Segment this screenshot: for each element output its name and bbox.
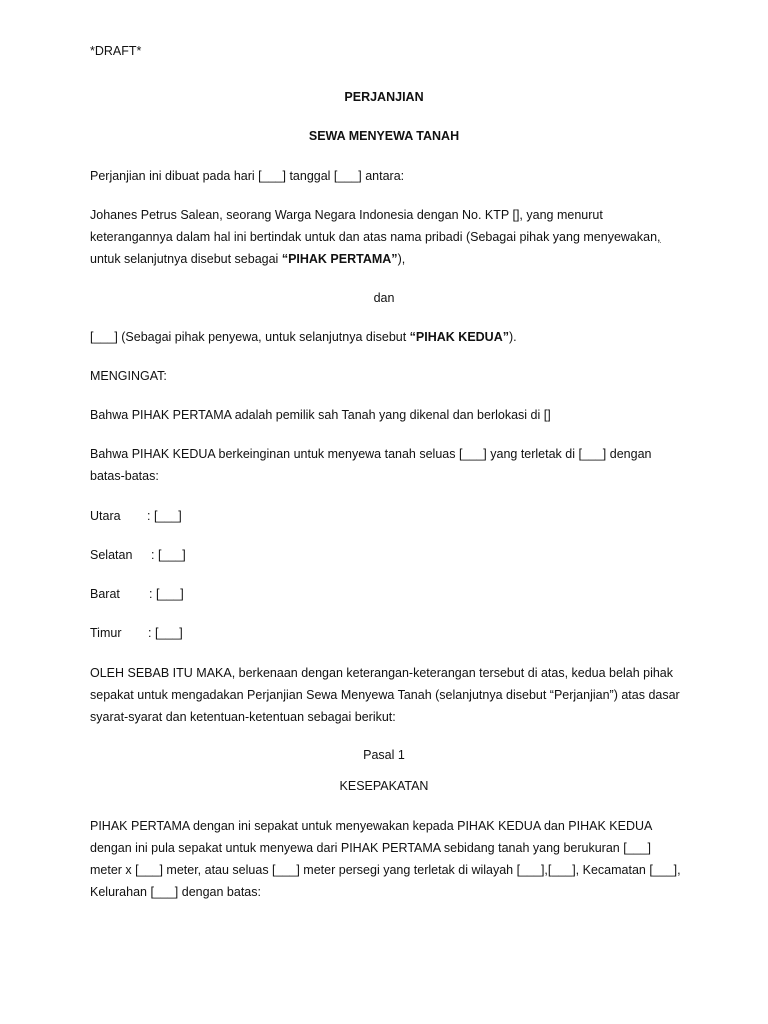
boundary-south <box>90 547 186 563</box>
recital-1: Bahwa PIHAK PERTAMA adalah pemilik sah Tanah yang dikenal dan berlokasi di [] <box>90 408 551 422</box>
first-party-line-2-tail: , <box>657 230 661 244</box>
second-party-paragraph <box>90 329 517 345</box>
document-subtitle: SEWA MENYEWA TANAH <box>308 129 460 143</box>
pasal-body-line-1: PIHAK PERTAMA dengan ini sepakat untuk menyewakan kepada PIHAK KEDUA dan PIHAK KEDUA <box>90 819 653 833</box>
first-party-line-1: Johanes Petrus Salean, seorang Warga Negara Indonesia dengan No. KTP [], yang menurut <box>90 208 603 222</box>
recital-2-line-2: batas-batas: <box>90 469 159 483</box>
pasal-body-line-4: Kelurahan [___] dengan batas: <box>90 885 261 899</box>
mengingat-heading: MENGINGAT: <box>90 369 167 383</box>
boundary-label: Barat <box>90 587 120 601</box>
second-party-prefix: [___] (Sebagai pihak penyewa, untuk selanjutnya disebut <box>90 330 410 344</box>
boundary-west <box>90 586 184 602</box>
draft-mark: *DRAFT* <box>90 44 142 58</box>
boundary-value: : [___] <box>147 509 182 523</box>
second-party-suffix: ). <box>508 330 517 344</box>
first-party-line-2 <box>90 229 661 245</box>
boundary-label: Timur <box>90 626 122 640</box>
boundary-east <box>90 625 183 641</box>
recital-2-line-1: Bahwa PIHAK KEDUA berkeinginan untuk menyewa tanah seluas [___] yang terletak di [___] dengan <box>90 447 652 461</box>
boundary-value: : [___] <box>148 626 183 640</box>
whereas-line-2: sepakat untuk mengadakan Perjanjian Sewa Menyewa Tanah (selanjutnya disebut “Perjanjian”) atas dasar <box>90 688 680 702</box>
pasal-number: Pasal 1 <box>363 748 405 762</box>
boundary-label: Selatan <box>90 548 133 562</box>
pasal-title: KESEPAKATAN <box>339 779 429 793</box>
boundary-value: : [___] <box>151 548 186 562</box>
first-party-designation-prefix: untuk selanjutnya disebut sebagai <box>90 252 282 266</box>
first-party-designation: “PIHAK PERTAMA” <box>281 252 398 266</box>
first-party-line-3 <box>90 251 405 267</box>
boundary-label: Utara <box>90 509 121 523</box>
second-party-designation: “PIHAK KEDUA” <box>409 330 509 344</box>
whereas-line-1: OLEH SEBAB ITU MAKA, berkenaan dengan keterangan-keterangan tersebut di atas, kedua belah pihak <box>90 666 674 680</box>
dan-separator: dan <box>373 291 395 305</box>
intro-paragraph: Perjanjian ini dibuat pada hari [___] tanggal [___] antara: <box>90 169 405 183</box>
whereas-line-3: syarat-syarat dan ketentuan-ketentuan sebagai berikut: <box>90 710 396 724</box>
pasal-body-line-2: dengan ini pula sepakat untuk menyewa dari PIHAK PERTAMA sebidang tanah yang berukuran [___] <box>90 841 652 855</box>
first-party-line-2-text: keterangannya dalam hal ini bertindak untuk dan atas nama pribadi (Sebagai pihak yang menyewakan <box>90 230 658 244</box>
first-party-designation-suffix: ), <box>397 252 406 266</box>
boundary-value: : [___] <box>149 587 184 601</box>
boundary-north <box>90 508 182 524</box>
document-title: PERJANJIAN <box>344 90 424 104</box>
pasal-body-line-3: meter x [___] meter, atau seluas [___] meter persegi yang terletak di wilayah [___],[___], Kecamatan [___], <box>90 863 681 877</box>
